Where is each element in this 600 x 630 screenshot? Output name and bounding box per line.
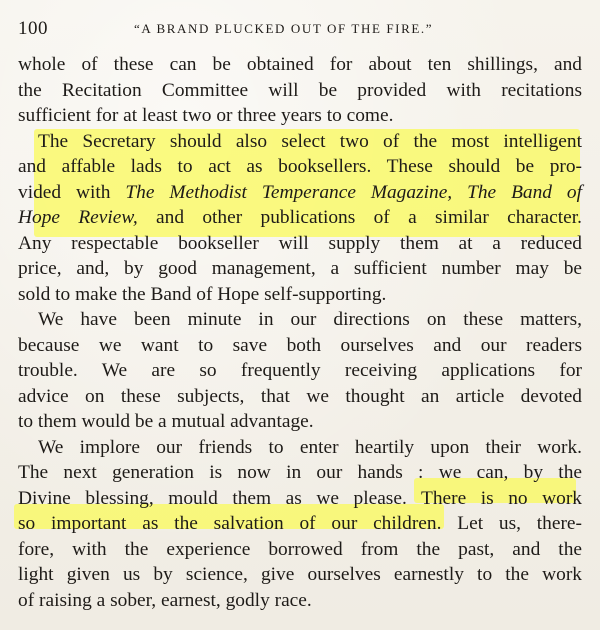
text-fragment: so important as the salvation of our children. xyxy=(18,513,442,534)
text-line: trouble. We are so frequently receiving applications for xyxy=(18,360,582,381)
text-fragment: vided with xyxy=(18,181,126,203)
text-line: and affable lads to act as booksellers. These should be pro- xyxy=(18,156,582,177)
text-line xyxy=(18,486,582,512)
text-fragment: Let us, there- xyxy=(441,513,582,534)
text-line: of raising a sober, earnest, godly race. xyxy=(18,589,312,611)
italic-title: Hope Review, xyxy=(18,207,138,228)
text-fragment: Divine blessing, mould them as we please. xyxy=(18,487,421,509)
text-line: price, and, by good management, a sufficient number may be xyxy=(18,258,582,279)
body-text xyxy=(18,52,582,613)
text-line: light given us by science, give ourselves earnestly to the work xyxy=(18,564,582,585)
text-line xyxy=(18,511,582,537)
text-fragment: and other publications of a similar character. xyxy=(137,207,582,228)
italic-title: The Methodist Temperance Magazine, The Band of xyxy=(125,181,582,203)
text-line: fore, with the experience borrowed from the past, and the xyxy=(18,538,582,560)
text-line: Any respectable bookseller will supply them at a reduced xyxy=(18,232,582,254)
text-fragment: There is no work xyxy=(421,487,583,509)
text-line: The next generation is now in our hands : we can, by the xyxy=(18,462,582,483)
text-line: the Recitation Committee will be provided with recitations xyxy=(18,79,582,101)
text-line: sufficient for at least two or three years to come. xyxy=(18,105,394,126)
text-line: The Secretary should also select two of the most intelligent xyxy=(38,130,582,152)
page-number: 100 xyxy=(18,18,48,39)
page-header xyxy=(18,18,582,42)
text-line: to them would be a mutual advantage. xyxy=(18,411,314,432)
text-line: because we want to save both ourselves and our readers xyxy=(18,334,582,356)
text-line xyxy=(18,180,582,206)
text-line: advice on these subjects, that we thought an article devoted xyxy=(18,385,582,407)
running-head: “A BRAND PLUCKED OUT OF THE FIRE.” xyxy=(134,21,434,36)
text-line: sold to make the Band of Hope self-supporting. xyxy=(18,283,387,305)
text-line xyxy=(18,205,582,231)
text-line: We have been minute in our directions on these matters, xyxy=(38,309,582,330)
text-line: whole of these can be obtained for about ten shillings, and xyxy=(18,54,582,75)
text-line: We implore our friends to enter heartily upon their work. xyxy=(38,436,582,458)
